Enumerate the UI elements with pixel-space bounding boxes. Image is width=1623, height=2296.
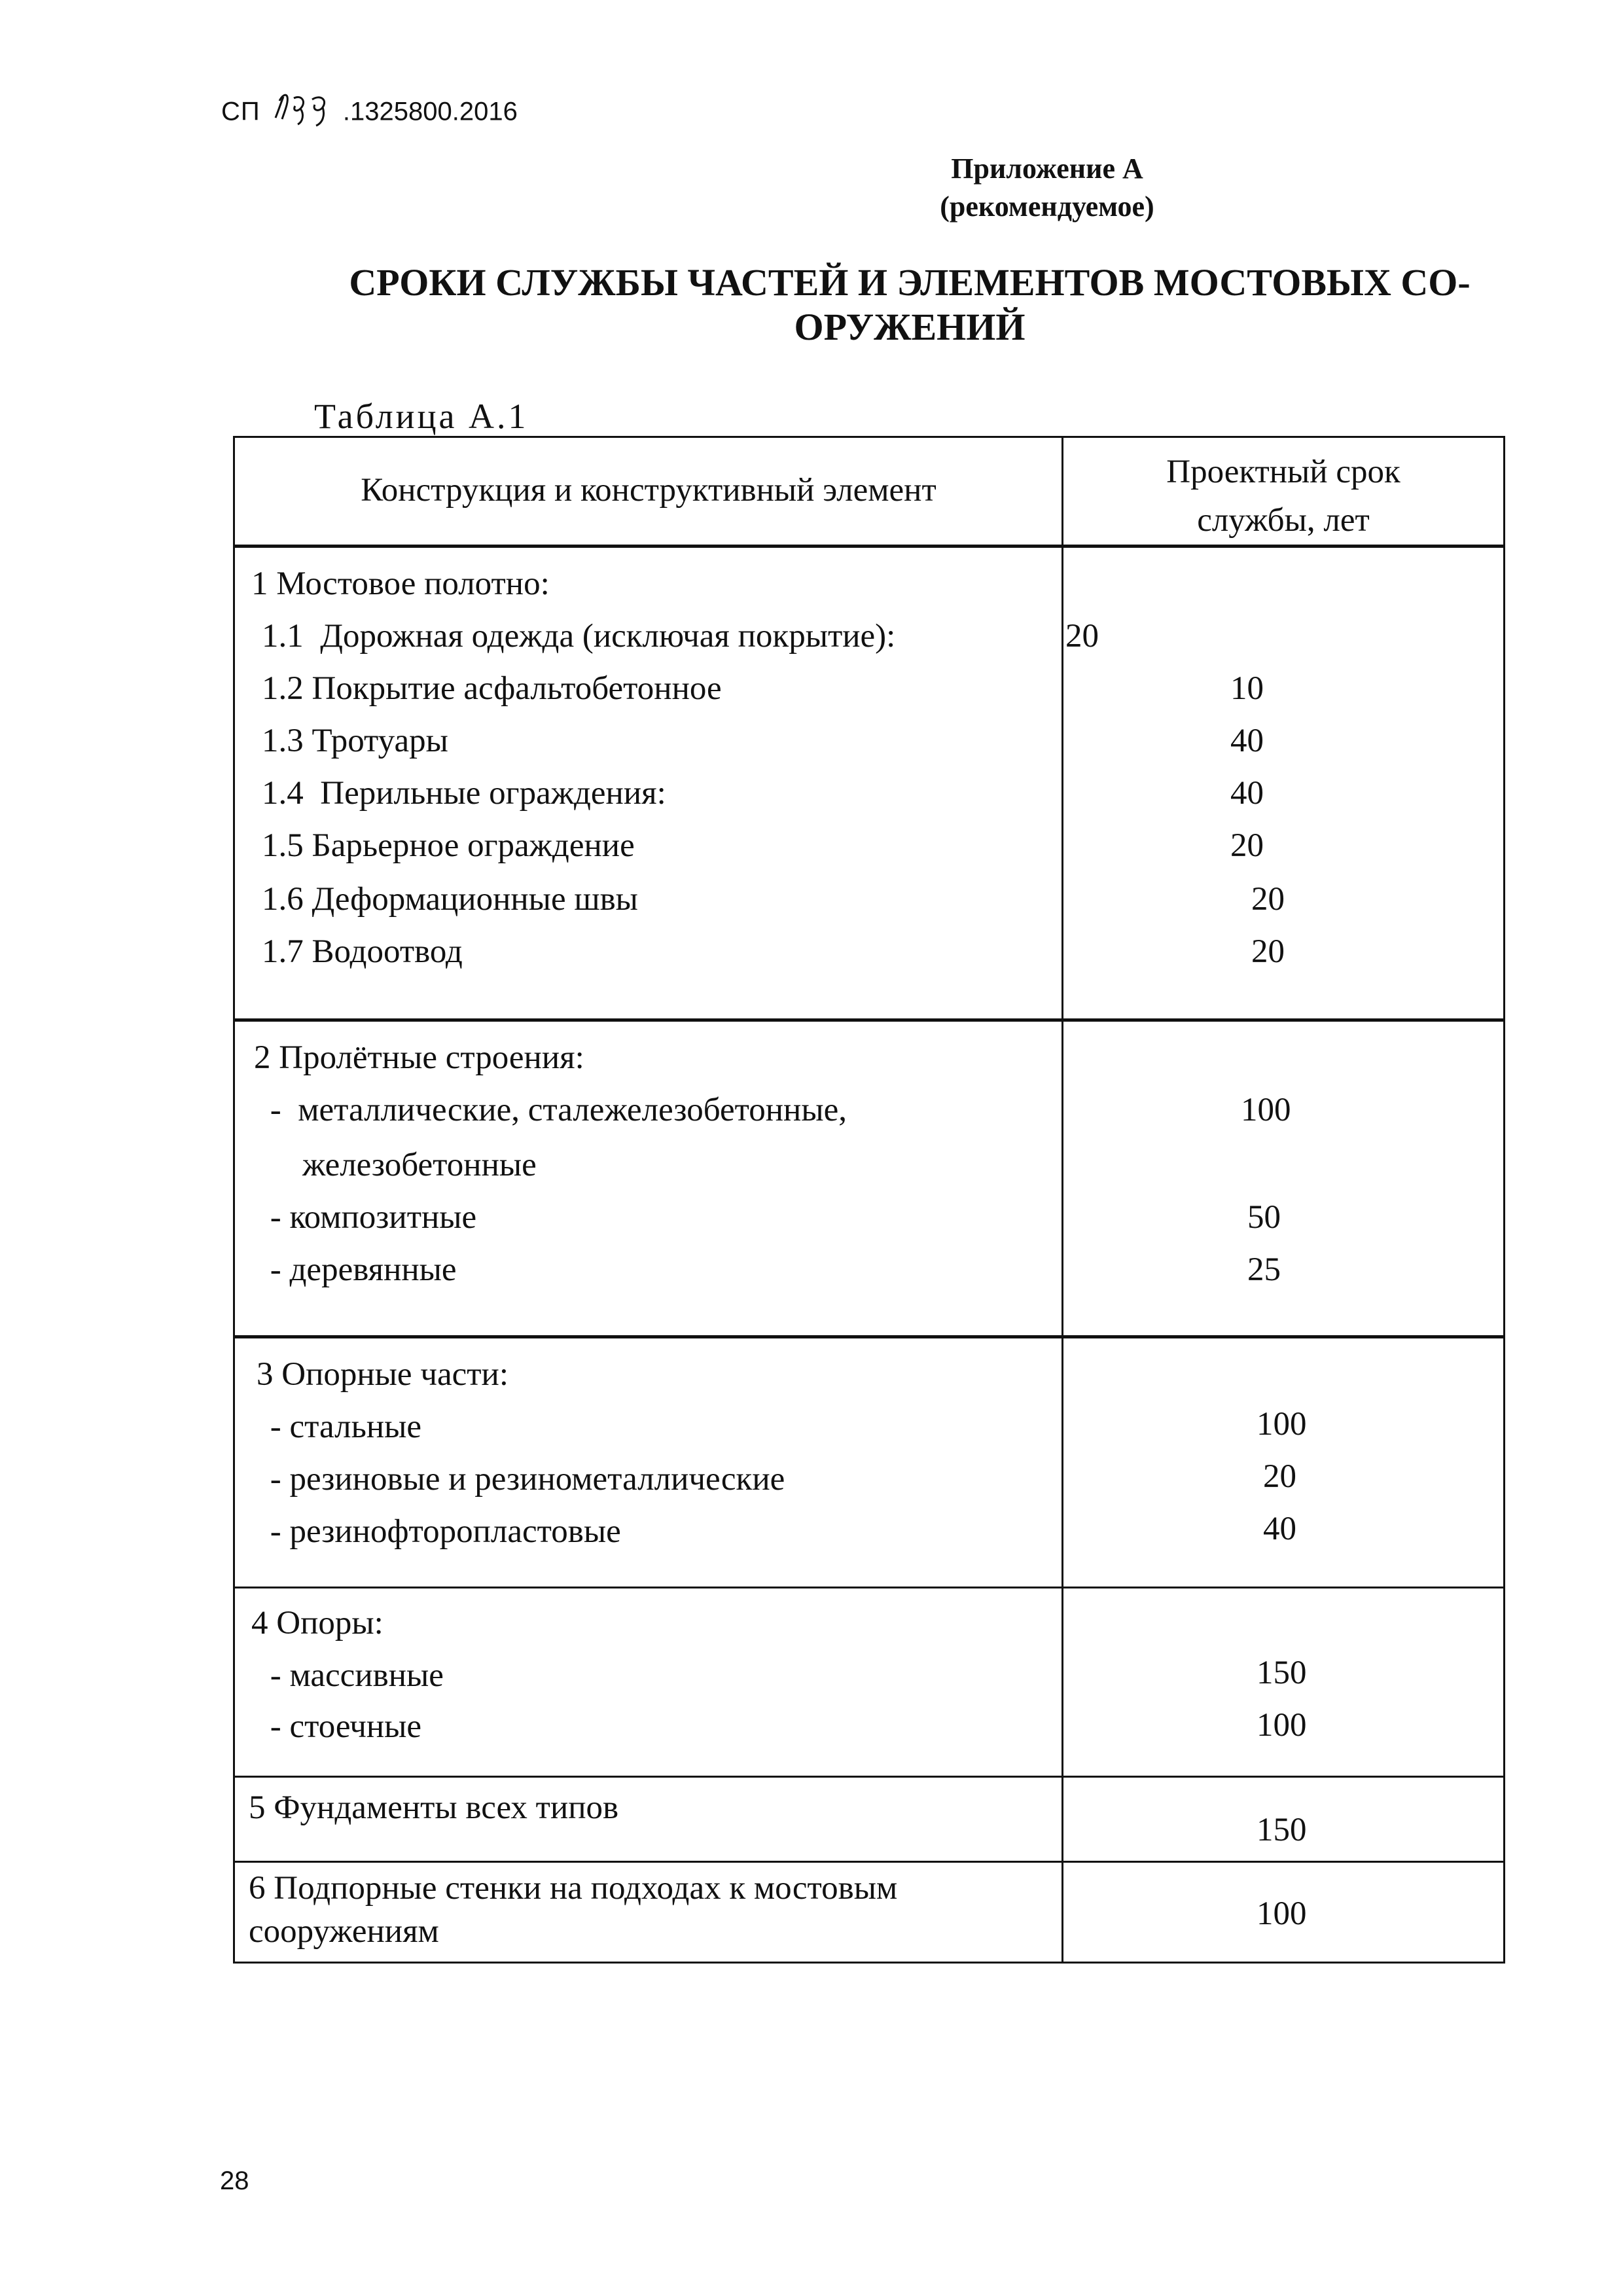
row-label: 1.5 Барьерное ограждение <box>262 827 635 864</box>
annex-title: Приложение А <box>951 152 1143 185</box>
row-label: - массивные <box>262 1657 444 1694</box>
row-value: 40 <box>1263 1511 1296 1547</box>
table-border-right <box>1503 436 1505 1964</box>
row-label: 1.7 Водоотвод <box>262 933 463 970</box>
row-value: 10 <box>1230 670 1264 707</box>
row-label: - металлические, сталежелезобетонные, <box>262 1092 847 1128</box>
row-label: 1.3 Тротуары <box>262 723 448 759</box>
column-header-service-life <box>1063 448 1503 545</box>
header-divider <box>233 545 1505 548</box>
row-label: 1.1 Дорожная одежда (исключая покрытие): <box>262 618 896 655</box>
row-divider-1 <box>233 1018 1505 1022</box>
document-code <box>221 90 518 136</box>
row-label: - резинофторопластовые <box>262 1513 621 1550</box>
row-divider-2 <box>233 1335 1505 1338</box>
group-title-spans: 2 Пролётные строения: <box>254 1039 584 1076</box>
row-label: - стальные <box>262 1408 422 1445</box>
row-divider-4 <box>233 1776 1505 1778</box>
retaining-walls-line-1: 6 Подпорные стенки на подходах к мостовым <box>249 1870 898 1907</box>
row-divider-5 <box>233 1861 1505 1863</box>
row-value: 40 <box>1230 775 1264 812</box>
row-value: 20 <box>1065 618 1099 655</box>
table-caption: Таблица А.1 <box>314 397 529 436</box>
column-divider <box>1061 436 1063 1964</box>
row-label: - деревянные <box>262 1251 457 1288</box>
table-border-left <box>233 436 235 1964</box>
group-title-foundations: 5 Фундаменты всех типов <box>249 1789 619 1826</box>
row-value: 40 <box>1230 723 1264 759</box>
row-label: - композитные <box>262 1199 477 1236</box>
heading-line-2: ОРУЖЕНИЙ <box>794 306 1026 348</box>
group-title-bearings: 3 Опорные части: <box>257 1356 508 1393</box>
row-divider-3 <box>233 1587 1505 1588</box>
row-value: 150 <box>1257 1812 1307 1848</box>
row-value: 100 <box>1241 1092 1291 1128</box>
code-suffix: .1325800.2016 <box>342 97 518 126</box>
row-value: 20 <box>1230 827 1264 864</box>
row-label: - стоечные <box>262 1708 422 1745</box>
column-header-service-life-line-1: Проектный срок <box>1166 454 1400 490</box>
table-border-bottom <box>233 1962 1505 1964</box>
page-title <box>288 260 1531 350</box>
row-value: 50 <box>1247 1199 1281 1236</box>
group-title-deck: 1 Мостовое полотно: <box>251 565 550 602</box>
code-prefix: СП <box>221 97 260 126</box>
group-title-retaining-walls <box>249 1867 897 1953</box>
row-label: 1.4 Перильные ограждения: <box>262 775 666 812</box>
row-label-continued: железобетонные <box>302 1147 537 1183</box>
row-label: 1.6 Деформационные швы <box>262 881 638 918</box>
retaining-walls-line-2: сооружениям <box>249 1913 439 1950</box>
row-value: 20 <box>1263 1458 1296 1495</box>
row-label: 1.2 Покрытие асфальтобетонное <box>262 670 722 707</box>
row-value: 20 <box>1251 881 1285 918</box>
handwritten-number <box>269 85 334 131</box>
column-header-service-life-line-2: службы, лет <box>1197 502 1370 539</box>
annex-kind: (рекомендуемое) <box>940 190 1154 223</box>
row-value: 150 <box>1257 1655 1307 1691</box>
row-value: 100 <box>1257 1895 1307 1932</box>
group-title-piers: 4 Опоры: <box>251 1605 383 1641</box>
row-value: 25 <box>1247 1251 1281 1288</box>
row-value: 100 <box>1257 1406 1307 1443</box>
row-label: - резиновые и резинометаллические <box>262 1461 785 1498</box>
row-value: 100 <box>1257 1707 1307 1744</box>
row-value: 20 <box>1251 933 1285 970</box>
table-border-top <box>233 436 1505 438</box>
column-header-construction: Конструкция и конструктивный элемент <box>361 472 936 509</box>
heading-line-1: СРОКИ СЛУЖБЫ ЧАСТЕЙ И ЭЛЕМЕНТОВ МОСТОВЫХ СО- <box>349 261 1471 304</box>
page-number: 28 <box>220 2166 249 2195</box>
